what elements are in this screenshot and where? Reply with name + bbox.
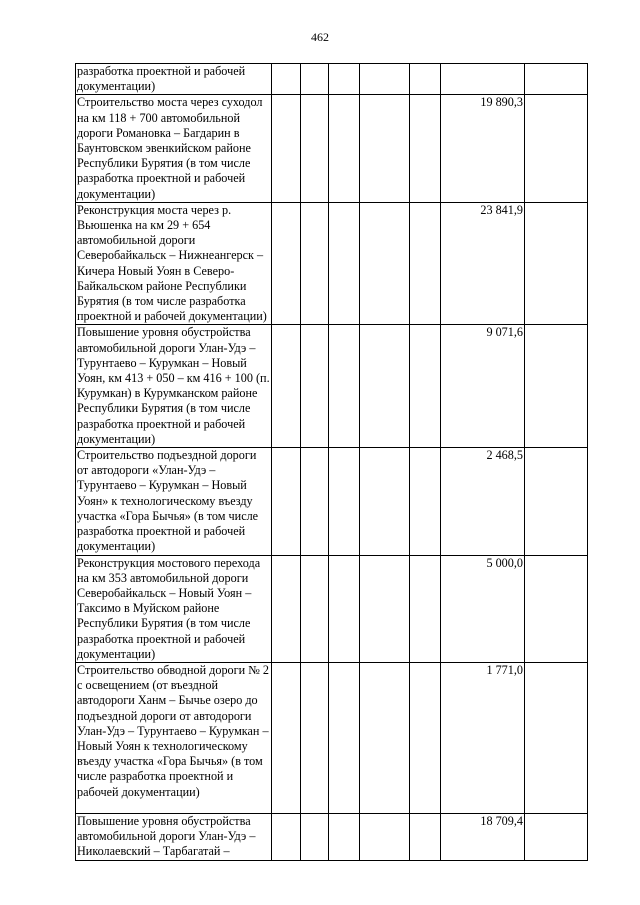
row-value: 2 468,5: [441, 448, 525, 555]
empty-cell: [301, 64, 329, 95]
row-value: 9 071,6: [441, 325, 525, 448]
empty-cell: [410, 202, 441, 325]
empty-cell: [329, 662, 360, 813]
empty-cell: [301, 325, 329, 448]
row-value: 23 841,9: [441, 202, 525, 325]
row-description: разработка проектной и рабочей документации): [76, 64, 272, 95]
road-works-table: [75, 63, 588, 861]
table-row: [76, 95, 588, 202]
row-description: Строительство подъездной дороги от автодороги «Улан-Удэ – Турунтаево – Курумкан – Новый Уоян» к технологическому въезду участка «Гора Бычья» (в том числе разработка проектной и рабочей документации): [76, 448, 272, 555]
table-body: [76, 64, 588, 861]
empty-cell: [360, 202, 410, 325]
row-description: Реконструкция моста через р. Вьюшенка на км 29 + 654 автомобильной дороги Северобайкальск – Нижнеангерск – Кичера Новый Уоян в Северо-Байкальском районе Республики Бурятия (в том числе разработка проектной и рабочей документации): [76, 202, 272, 325]
row-value: 19 890,3: [441, 95, 525, 202]
empty-cell: [410, 448, 441, 555]
row-description: Строительство обводной дороги № 2 с освещением (от въездной автодороги Ханм – Бычье озеро до подъездной дороги от автодороги Улан-Удэ – Турунтаево – Курумкан – Новый Уоян к технологическому въезду участка «Гора Бычья» (в том числе разработка проектной и рабочей документации): [76, 662, 272, 813]
empty-cell: [272, 448, 301, 555]
empty-cell: [525, 202, 588, 325]
row-description: Строительство моста через суходол на км 118 + 700 автомобильной дороги Романовка – Багдарин в Баунтовском эвенкийском районе Республики Бурятия (в том числе разработка проектной и рабочей документации): [76, 95, 272, 202]
row-description: Повышение уровня обустройства автомобильной дороги Улан-Удэ – Николаевский – Тарбагатай –: [76, 813, 272, 860]
page-number: 462: [311, 30, 329, 44]
empty-cell: [360, 95, 410, 202]
empty-cell: [410, 662, 441, 813]
empty-cell: [360, 555, 410, 662]
table-row: [76, 813, 588, 860]
empty-cell: [272, 662, 301, 813]
row-value: 1 771,0: [441, 662, 525, 813]
empty-cell: [301, 202, 329, 325]
empty-cell: [525, 325, 588, 448]
row-value: [441, 64, 525, 95]
empty-cell: [410, 813, 441, 860]
empty-cell: [301, 662, 329, 813]
empty-cell: [525, 662, 588, 813]
table-row: [76, 448, 588, 555]
table-row: [76, 662, 588, 813]
empty-cell: [272, 813, 301, 860]
empty-cell: [360, 325, 410, 448]
empty-cell: [525, 555, 588, 662]
table-row: [76, 555, 588, 662]
empty-cell: [329, 95, 360, 202]
empty-cell: [301, 555, 329, 662]
empty-cell: [329, 813, 360, 860]
empty-cell: [525, 95, 588, 202]
empty-cell: [410, 64, 441, 95]
empty-cell: [329, 555, 360, 662]
table-row: [76, 64, 588, 95]
empty-cell: [360, 448, 410, 555]
empty-cell: [272, 555, 301, 662]
empty-cell: [410, 555, 441, 662]
empty-cell: [329, 448, 360, 555]
empty-cell: [410, 325, 441, 448]
empty-cell: [329, 64, 360, 95]
empty-cell: [272, 64, 301, 95]
empty-cell: [272, 325, 301, 448]
empty-cell: [329, 202, 360, 325]
empty-cell: [272, 202, 301, 325]
row-description: Повышение уровня обустройства автомобильной дороги Улан-Удэ – Турунтаево – Курумкан – Новый Уоян, км 413 + 050 – км 416 + 100 (п. Курумкан) в Курумканском районе Республики Бурятия (в том числе разработка проектной и рабочей документации): [77, 325, 270, 446]
empty-cell: [301, 813, 329, 860]
empty-cell: [360, 813, 410, 860]
row-description: Реконструкция мостового перехода на км 353 автомобильной дороги Северобайкальск – Новый Уоян – Таксимо в Муйском районе Республики Бурятия (в том числе разработка проектной и рабочей документации): [76, 555, 272, 662]
empty-cell: [329, 325, 360, 448]
empty-cell: [360, 64, 410, 95]
row-value: 18 709,4: [441, 813, 525, 860]
empty-cell: [301, 448, 329, 555]
table-row: [76, 325, 588, 448]
empty-cell: [410, 95, 441, 202]
empty-cell: [360, 662, 410, 813]
empty-cell: [525, 448, 588, 555]
table-row: [76, 202, 588, 325]
empty-cell: [525, 64, 588, 95]
row-value: 5 000,0: [441, 555, 525, 662]
empty-cell: [525, 813, 588, 860]
empty-cell: [272, 95, 301, 202]
empty-cell: [301, 95, 329, 202]
